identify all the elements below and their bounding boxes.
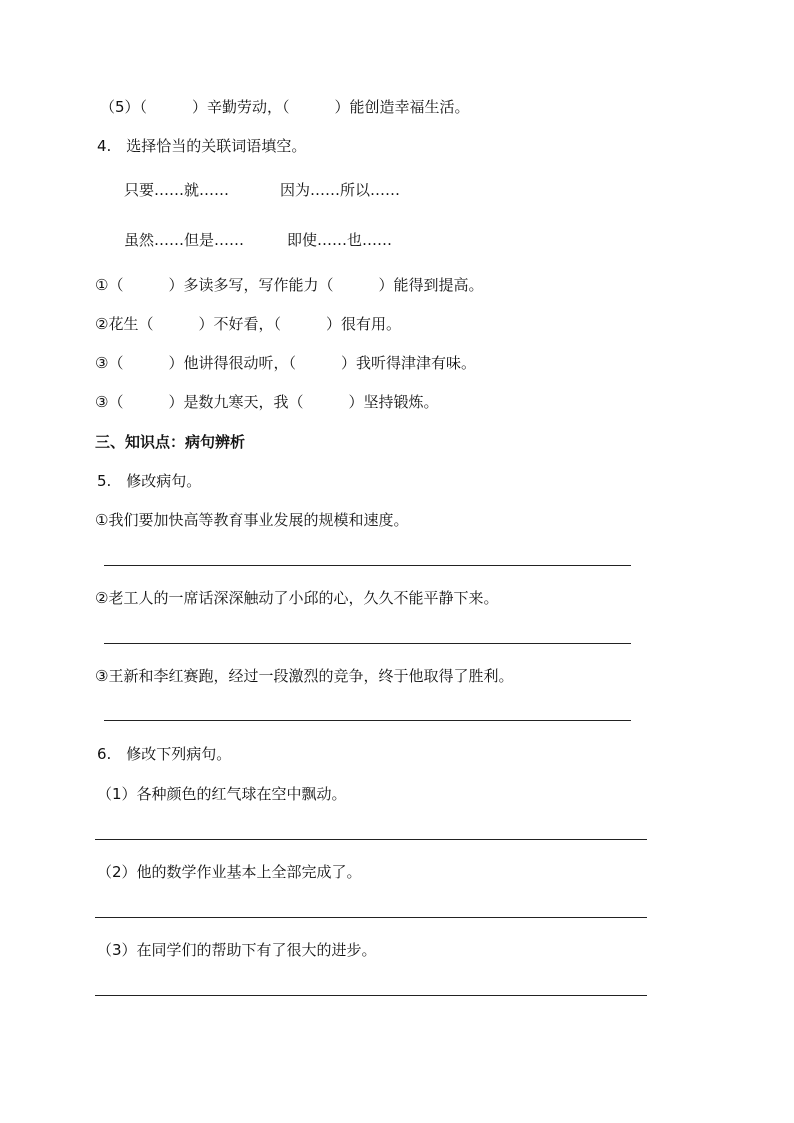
section-3-title: 三、知识点：病句辨析 [95, 433, 246, 451]
q4-item-3: ③（ ）他讲得很动听，（ ）我听得津津有味。 [95, 354, 476, 372]
q4-option-3: 虽然……但是…… [124, 231, 245, 249]
q5-answer-line-3[interactable] [104, 720, 631, 721]
q6-answer-line-1[interactable] [95, 839, 647, 840]
q4-option-4: 即使……也…… [287, 231, 393, 249]
q5-answer-line-1[interactable] [104, 565, 631, 566]
q6-item-1: （1）各种颜色的红气球在空中飘动。 [97, 785, 347, 803]
q4-item-2: ②花生（ ）不好看，（ ）很有用。 [95, 315, 401, 333]
q5-item-3: ③王新和李红赛跑，经过一段激烈的竞争，终于他取得了胜利。 [95, 667, 514, 685]
q6-item-3: （3）在同学们的帮助下有了很大的进步。 [97, 941, 377, 959]
q5-item-1: ①我们要加快高等教育事业发展的规模和速度。 [95, 511, 409, 529]
q3-item-5: （5）（ ）辛勤劳动，（ ）能创造幸福生活。 [100, 98, 470, 116]
q6-item-2: （2）他的数学作业基本上全部完成了。 [97, 863, 362, 881]
q6-answer-line-3[interactable] [95, 995, 647, 996]
q4-item-4: ③（ ）是数九寒天，我（ ）坚持锻炼。 [95, 393, 439, 411]
q4-option-2: 因为……所以…… [280, 181, 401, 199]
q4-item-1: ①（ ）多读多写，写作能力（ ）能得到提高。 [95, 276, 484, 294]
q5-item-2: ②老工人的一席话深深触动了小邱的心，久久不能平静下来。 [95, 589, 499, 607]
q6-title: 6. 修改下列病句。 [97, 745, 232, 763]
q6-answer-line-2[interactable] [95, 917, 647, 918]
q4-title: 4. 选择恰当的关联词语填空。 [97, 137, 307, 155]
q5-answer-line-2[interactable] [104, 643, 631, 644]
q5-title: 5. 修改病句。 [97, 472, 202, 490]
q4-option-1: 只要……就…… [124, 181, 230, 199]
